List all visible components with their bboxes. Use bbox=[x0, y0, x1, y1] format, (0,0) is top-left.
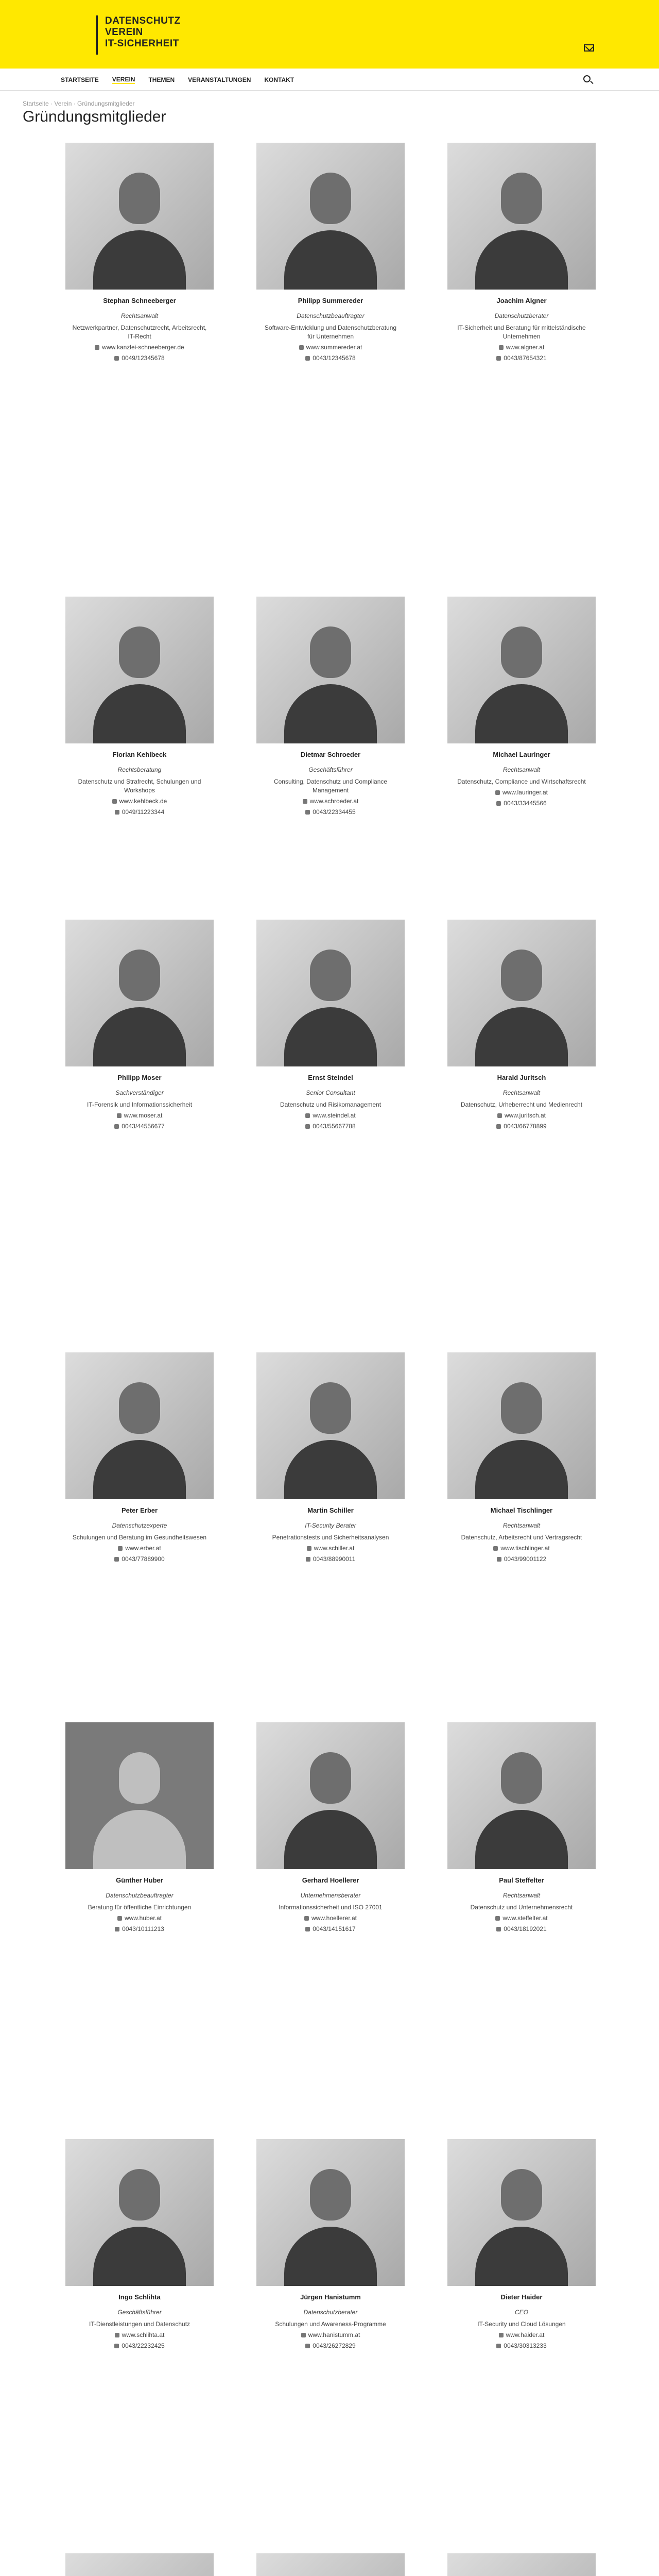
phone-icon bbox=[496, 1927, 501, 1931]
member-description: IT-Forensik und Informationssicherheit bbox=[86, 1101, 193, 1108]
phone-icon bbox=[496, 2344, 501, 2348]
nav-item-startseite[interactable]: STARTSEITE bbox=[61, 76, 99, 83]
member-card bbox=[256, 920, 405, 1131]
member-role: Rechtsanwalt bbox=[502, 766, 541, 773]
phone-icon bbox=[114, 1557, 119, 1562]
member-website[interactable]: www.steffelter.at bbox=[447, 1914, 596, 1923]
phone-icon bbox=[115, 810, 119, 815]
member-card bbox=[65, 920, 214, 1131]
member-photo bbox=[256, 2553, 405, 2576]
page-title: Gründungsmitglieder bbox=[23, 108, 166, 125]
member-photo bbox=[65, 2139, 214, 2286]
member-card bbox=[447, 2139, 596, 2350]
member-description: Beratung für öffentliche Einrichtungen bbox=[88, 1904, 192, 1911]
member-phone[interactable]: 0043/30313233 bbox=[447, 2342, 596, 2350]
phone-icon bbox=[496, 1124, 501, 1129]
member-description: Software-Entwicklung und Datenschutzberatung für Unternehmen bbox=[264, 324, 397, 340]
member-website[interactable]: www.kehlbeck.de bbox=[65, 797, 214, 806]
logo-bar bbox=[96, 15, 98, 55]
member-name: Dieter Haider bbox=[500, 2293, 543, 2301]
member-role: Rechtsanwalt bbox=[502, 1892, 541, 1899]
member-name: Harald Juritsch bbox=[497, 1074, 546, 1081]
logo-text: DATENSCHUTZ VEREIN IT-SICHERHEIT bbox=[105, 15, 181, 49]
member-name: Michael Lauringer bbox=[493, 751, 550, 758]
globe-icon bbox=[493, 1546, 498, 1551]
member-description: Datenschutz, Urheberrecht und Medienrecht bbox=[460, 1101, 583, 1108]
nav-item-veranstaltungen[interactable]: VERANSTALTUNGEN bbox=[188, 76, 251, 83]
member-photo bbox=[447, 2553, 596, 2576]
member-role: Datenschutzberater bbox=[494, 312, 549, 319]
member-photo bbox=[65, 2553, 214, 2576]
member-photo bbox=[256, 597, 405, 743]
globe-icon bbox=[301, 2333, 306, 2337]
member-photo bbox=[447, 1722, 596, 1869]
phone-icon bbox=[306, 1557, 310, 1562]
member-description: Schulungen und Awareness-Programme bbox=[275, 2320, 386, 2328]
member-photo bbox=[256, 920, 405, 1066]
globe-icon bbox=[118, 1546, 123, 1551]
member-website[interactable]: www.tischlinger.at bbox=[447, 1544, 596, 1553]
member-website[interactable]: www.juritsch.at bbox=[447, 1111, 596, 1120]
member-phone[interactable]: 0043/77889900 bbox=[65, 1555, 214, 1564]
member-card bbox=[65, 2553, 214, 2576]
member-website[interactable]: www.huber.at bbox=[65, 1914, 214, 1923]
member-website[interactable]: www.steindel.at bbox=[256, 1111, 405, 1120]
member-phone[interactable]: 0043/22232425 bbox=[65, 2342, 214, 2350]
member-website[interactable]: www.haider.at bbox=[447, 2331, 596, 2340]
logo[interactable] bbox=[96, 15, 181, 55]
member-card bbox=[65, 2139, 214, 2350]
member-phone[interactable]: 0049/11223344 bbox=[65, 808, 214, 817]
member-card bbox=[447, 2553, 596, 2576]
member-card bbox=[65, 1352, 214, 1564]
member-card bbox=[447, 597, 596, 808]
member-phone[interactable]: 0043/87654321 bbox=[447, 354, 596, 363]
member-phone[interactable]: 0043/10111213 bbox=[65, 1925, 214, 1934]
member-phone[interactable]: 0043/14151617 bbox=[256, 1925, 405, 1934]
globe-icon bbox=[499, 345, 504, 350]
member-website[interactable]: www.summereder.at bbox=[256, 343, 405, 352]
member-photo bbox=[447, 143, 596, 290]
member-photo bbox=[447, 1352, 596, 1499]
member-phone[interactable]: 0043/26272829 bbox=[256, 2342, 405, 2350]
member-card bbox=[65, 143, 214, 363]
member-description: Datenschutz, Arbeitsrecht und Vertragsrecht bbox=[461, 1534, 582, 1541]
member-website[interactable]: www.hanistumm.at bbox=[256, 2331, 405, 2340]
phone-icon bbox=[496, 356, 501, 361]
member-phone[interactable]: 0043/22334455 bbox=[256, 808, 405, 817]
member-role: Rechtsanwalt bbox=[120, 312, 159, 319]
globe-icon bbox=[117, 1113, 122, 1118]
member-name: Philipp Moser bbox=[117, 1074, 162, 1081]
member-description: Netzwerkpartner, Datenschutzrecht, Arbeitsrecht, IT-Recht bbox=[72, 324, 207, 340]
member-role: Datenschutzexperte bbox=[112, 1522, 167, 1529]
member-card bbox=[447, 1352, 596, 1564]
member-phone[interactable]: 0043/12345678 bbox=[256, 354, 405, 363]
member-name: Gerhard Hoellerer bbox=[302, 1876, 359, 1884]
phone-icon bbox=[305, 1124, 310, 1129]
phone-icon bbox=[114, 356, 119, 361]
member-role: Datenschutzbeauftragter bbox=[297, 312, 365, 319]
nav-item-verein[interactable]: VEREIN bbox=[112, 75, 135, 83]
member-description: Datenschutz und Strafrecht, Schulungen und Workshops bbox=[78, 778, 201, 794]
phone-icon bbox=[114, 1124, 119, 1129]
member-photo bbox=[65, 597, 214, 743]
globe-icon bbox=[112, 799, 117, 804]
member-name: Dietmar Schroeder bbox=[300, 751, 361, 758]
member-role: Rechtsanwalt bbox=[502, 1089, 541, 1096]
member-website[interactable]: www.schroeder.at bbox=[256, 797, 405, 806]
member-website[interactable]: www.algner.at bbox=[447, 343, 596, 352]
member-description: Consulting, Datenschutz und Compliance Management bbox=[273, 778, 388, 794]
nav-item-themen[interactable]: THEMEN bbox=[148, 76, 175, 83]
member-name: Paul Steffelter bbox=[499, 1876, 544, 1884]
member-description: Datenschutz und Unternehmensrecht bbox=[470, 1904, 573, 1911]
member-website[interactable]: www.moser.at bbox=[65, 1111, 214, 1120]
main-nav bbox=[0, 69, 659, 91]
mail-icon[interactable] bbox=[584, 44, 594, 52]
member-name: Peter Erber bbox=[121, 1506, 158, 1514]
member-name: Joachim Algner bbox=[496, 297, 547, 304]
member-card bbox=[447, 920, 596, 1131]
nav-item-kontakt[interactable]: KONTAKT bbox=[264, 76, 294, 83]
globe-icon bbox=[115, 2333, 119, 2337]
member-photo bbox=[65, 143, 214, 290]
member-photo bbox=[65, 920, 214, 1066]
member-card bbox=[65, 597, 214, 817]
member-role: Unternehmensberater bbox=[300, 1892, 361, 1899]
globe-icon bbox=[95, 345, 99, 350]
phone-icon bbox=[114, 2344, 119, 2348]
member-card bbox=[256, 2139, 405, 2350]
phone-icon bbox=[115, 1927, 119, 1931]
member-phone[interactable]: 0043/55667788 bbox=[256, 1122, 405, 1131]
phone-icon bbox=[305, 810, 310, 815]
globe-icon bbox=[299, 345, 304, 350]
member-name: Günther Huber bbox=[116, 1876, 163, 1884]
member-name: Philipp Summereder bbox=[298, 297, 363, 304]
member-photo bbox=[65, 1352, 214, 1499]
member-website[interactable]: www.kanzlei-schneeberger.de bbox=[65, 343, 214, 352]
globe-icon bbox=[117, 1916, 122, 1921]
member-website[interactable]: www.lauringer.at bbox=[447, 788, 596, 797]
member-website[interactable]: www.schlihta.at bbox=[65, 2331, 214, 2340]
member-role: Datenschutzbeauftragter bbox=[106, 1892, 174, 1899]
member-description: IT-Dienstleistungen und Datenschutz bbox=[89, 2320, 190, 2328]
member-role: Geschäftsführer bbox=[117, 2309, 162, 2316]
member-card bbox=[256, 597, 405, 817]
member-photo bbox=[256, 1722, 405, 1869]
phone-icon bbox=[496, 801, 501, 806]
member-description: Informationssicherheit und ISO 27001 bbox=[279, 1904, 383, 1911]
member-phone[interactable]: 0043/88990011 bbox=[256, 1555, 405, 1564]
member-role: Geschäftsführer bbox=[308, 766, 353, 773]
breadcrumb: Startseite · Verein · Gründungsmitglieder bbox=[23, 100, 135, 107]
member-card bbox=[256, 1352, 405, 1564]
member-photo bbox=[65, 1722, 214, 1869]
member-phone[interactable]: 0043/99001122 bbox=[447, 1555, 596, 1564]
globe-icon bbox=[497, 1113, 502, 1118]
member-name: Ingo Schlihta bbox=[118, 2293, 161, 2301]
member-photo bbox=[447, 2139, 596, 2286]
member-photo bbox=[447, 597, 596, 743]
member-description: Datenschutz und Risikomanagement bbox=[280, 1101, 381, 1108]
member-name: Stephan Schneeberger bbox=[103, 297, 176, 304]
member-name: Ernst Steindel bbox=[308, 1074, 353, 1081]
member-role: Rechtsberatung bbox=[117, 766, 162, 773]
member-description: IT-Sicherheit und Beratung für mittelständische Unternehmen bbox=[457, 324, 586, 340]
member-website[interactable]: www.hoellerer.at bbox=[256, 1914, 405, 1923]
member-card bbox=[256, 143, 405, 363]
member-card bbox=[447, 143, 596, 363]
phone-icon bbox=[305, 2344, 310, 2348]
member-role: Sachverständiger bbox=[115, 1089, 164, 1096]
globe-icon bbox=[303, 799, 307, 804]
member-card bbox=[256, 2553, 405, 2576]
member-photo bbox=[256, 2139, 405, 2286]
globe-icon bbox=[499, 2333, 504, 2337]
member-name: Florian Kehlbeck bbox=[112, 751, 167, 758]
search-icon[interactable] bbox=[583, 75, 591, 82]
phone-icon bbox=[497, 1557, 501, 1562]
member-card bbox=[65, 1722, 214, 1934]
member-phone[interactable]: 0043/66778899 bbox=[447, 1122, 596, 1131]
member-role: Datenschutzberater bbox=[303, 2309, 358, 2316]
globe-icon bbox=[495, 1916, 500, 1921]
member-card bbox=[447, 1722, 596, 1934]
member-website[interactable]: www.erber.at bbox=[65, 1544, 214, 1553]
globe-icon bbox=[304, 1916, 309, 1921]
phone-icon bbox=[305, 1927, 310, 1931]
member-description: Penetrationstests und Sicherheitsanalysen bbox=[272, 1534, 389, 1541]
member-phone[interactable]: 0049/12345678 bbox=[65, 354, 214, 363]
phone-icon bbox=[305, 356, 310, 361]
member-card bbox=[256, 1722, 405, 1934]
member-description: IT-Security und Cloud Lösungen bbox=[477, 2320, 566, 2328]
member-phone[interactable]: 0043/44556677 bbox=[65, 1122, 214, 1131]
member-photo bbox=[447, 920, 596, 1066]
member-name: Martin Schiller bbox=[307, 1506, 354, 1514]
member-role: IT-Security Berater bbox=[305, 1522, 356, 1529]
member-phone[interactable]: 0043/18192021 bbox=[447, 1925, 596, 1934]
globe-icon bbox=[495, 790, 500, 795]
member-photo bbox=[256, 143, 405, 290]
member-role: Senior Consultant bbox=[306, 1089, 355, 1096]
globe-icon bbox=[305, 1113, 310, 1118]
member-name: Michael Tischlinger bbox=[490, 1506, 553, 1514]
member-role: Rechtsanwalt bbox=[502, 1522, 541, 1529]
member-description: Datenschutz, Compliance und Wirtschaftsrecht bbox=[457, 778, 586, 785]
globe-icon bbox=[307, 1546, 311, 1551]
member-name: Jürgen Hanistumm bbox=[300, 2293, 361, 2301]
site-header bbox=[0, 0, 659, 69]
member-website[interactable]: www.schiller.at bbox=[256, 1544, 405, 1553]
member-role: CEO bbox=[514, 2309, 528, 2316]
member-phone[interactable]: 0043/33445566 bbox=[447, 799, 596, 808]
member-photo bbox=[256, 1352, 405, 1499]
member-description: Schulungen und Beratung im Gesundheitswesen bbox=[72, 1534, 207, 1541]
